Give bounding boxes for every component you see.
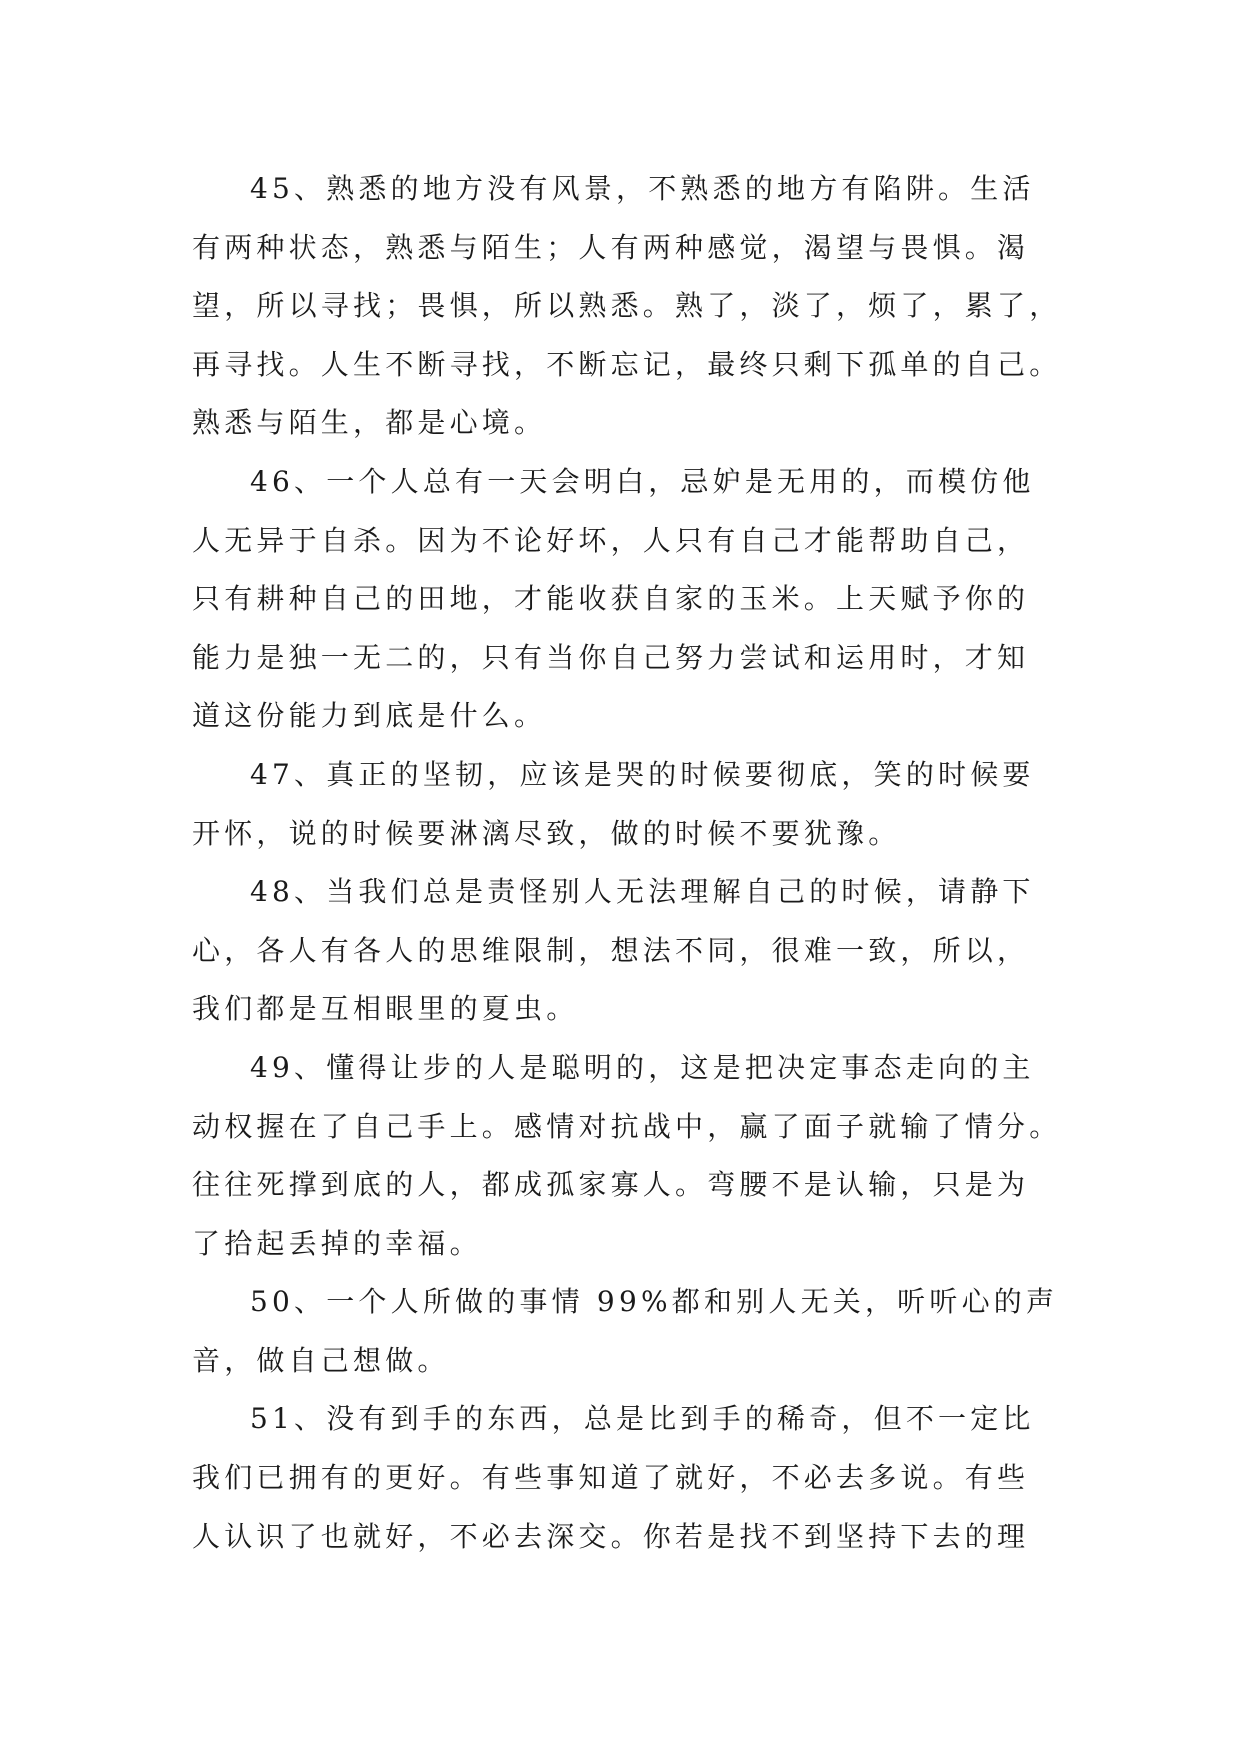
- paragraph-line: 只有耕种自己的田地，才能收获自家的玉米。上天赋予你的: [192, 582, 1030, 616]
- paragraph-line: 心，各人有各人的思维限制，想法不同，很难一致，所以，: [192, 933, 1030, 967]
- paragraph-first-line: 45、熟悉的地方没有风景，不熟悉的地方有陷阱。生活: [250, 172, 1035, 205]
- document-body: [192, 160, 1062, 1566]
- paragraph-line: 望，所以寻找；畏惧，所以熟悉。熟了，淡了，烦了，累了，: [192, 289, 1062, 323]
- paragraph-line: 人无异于自杀。因为不论好坏，人只有自己才能帮助自己，: [192, 523, 1030, 557]
- paragraph-line: 道这份能力到底是什么。: [192, 699, 547, 733]
- paragraph-line: 能力是独一无二的，只有当你自己努力尝试和运用时，才知: [192, 640, 1030, 674]
- paragraph-line: 音，做自己想做。: [192, 1343, 450, 1377]
- paragraph-line: 我们都是互相眼里的夏虫。: [192, 992, 579, 1026]
- paragraph-first-line: 46、一个人总有一天会明白，忌妒是无用的，而模仿他: [250, 464, 1035, 498]
- paragraph-line: 再寻找。人生不断寻找，不断忘记，最终只剩下孤单的自己。: [192, 347, 1062, 381]
- paragraph-line: 有两种状态，熟悉与陌生；人有两种感觉，渴望与畏惧。渴: [192, 230, 1030, 264]
- paragraph-first-line: 51、没有到手的东西，总是比到手的稀奇，但不一定比: [250, 1402, 1035, 1436]
- paragraph-first-line: 47、真正的坚韧，应该是哭的时候要彻底，笑的时候要: [250, 757, 1035, 791]
- paragraph-first-line: 48、当我们总是责怪别人无法理解自己的时候，请静下: [250, 875, 1035, 909]
- paragraph-line: 熟悉与陌生，都是心境。: [192, 406, 547, 440]
- paragraph-line: 我们已拥有的更好。有些事知道了就好，不必去多说。有些: [192, 1461, 1030, 1495]
- paragraph-line: 了拾起丢掉的幸福。: [192, 1226, 482, 1260]
- paragraph-line: 开怀，说的时候要淋漓尽致，做的时候不要犹豫。: [192, 816, 901, 850]
- paragraph-first-line: 49、懂得让步的人是聪明的，这是把决定事态走向的主: [250, 1050, 1035, 1084]
- paragraph-line: 动权握在了自己手上。感情对抗战中，赢了面子就输了情分。: [192, 1109, 1062, 1143]
- paragraph-line: 人认识了也就好，不必去深交。你若是找不到坚持下去的理: [192, 1519, 1030, 1553]
- paragraph-first-line: 50、一个人所做的事情 99%都和别人无关，听听心的声: [250, 1285, 1059, 1319]
- paragraph-line: 往往死撑到底的人，都成孤家寡人。弯腰不是认输，只是为: [192, 1168, 1030, 1202]
